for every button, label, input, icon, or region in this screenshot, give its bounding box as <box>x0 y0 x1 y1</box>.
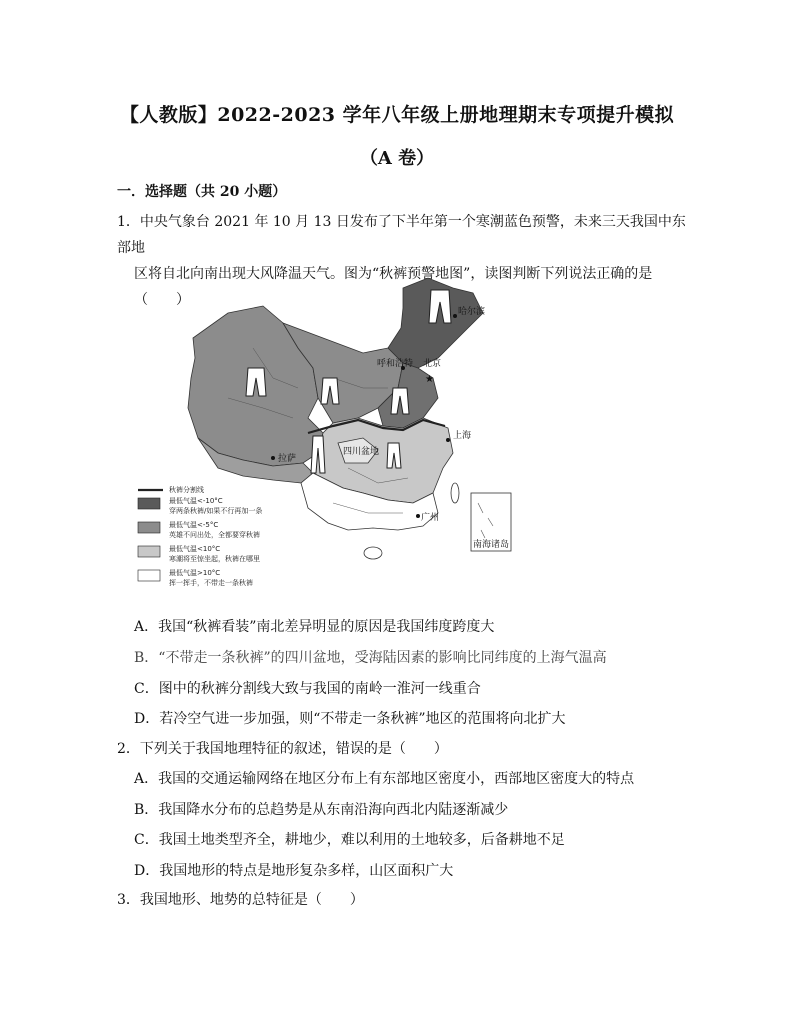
svg-text:穿两条秋裤/如果不行再加一条: 穿两条秋裤/如果不行再加一条 <box>169 507 263 515</box>
city-beijing: 北京 <box>423 359 442 369</box>
q1-option-c[interactable]: C．图中的秋裤分割线大致与我国的南岭一淮河一线重合 <box>134 681 481 697</box>
label-south-china-sea-islands: 南海诸岛 <box>473 540 510 550</box>
q2-option-d[interactable]: D．我国地形的特点是地形复杂多样，山区面积广大 <box>134 863 454 879</box>
china-pants-warning-map <box>133 268 528 600</box>
q2-option-b[interactable]: B．我国降水分布的总趋势是从东南沿海向西北内陆逐渐减少 <box>134 802 509 818</box>
page-subtitle: （A 卷） <box>359 148 435 169</box>
question-2: 2．下列关于我国地理特征的叙述，错误的是（ ） <box>117 741 448 757</box>
city-guangzhou: 广州 <box>421 513 440 523</box>
beijing-star-icon: ★ <box>425 374 434 385</box>
question-1-line-2: 区将自北向南出现大风降温天气。图为“秋裤预警地图”，读图判断下列说法正确的是（ ） <box>134 266 653 308</box>
svg-text:英雄不问出处，全都要穿秋裤: 英雄不问出处，全都要穿秋裤 <box>169 531 260 539</box>
svg-text:寒潮将至惊坐起，秋裤在哪里: 寒潮将至惊坐起，秋裤在哪里 <box>169 555 260 563</box>
svg-text:最低气温>10°C: 最低气温>10°C <box>169 569 221 577</box>
section-heading: 一．选择题（共 20 小题） <box>117 184 287 200</box>
svg-text:最低气温<10°C: 最低气温<10°C <box>169 545 221 553</box>
label-sichuan-basin: 四川盆地 <box>343 447 380 457</box>
city-lhasa: 拉萨 <box>278 454 297 464</box>
question-1-line-1: 1．中央气象台 2021 年 10 月 13 日发布了下半年第一个寒潮蓝色预警，未来三天我国中东部地 <box>117 214 686 256</box>
map-legend <box>138 485 262 588</box>
city-harbin: 哈尔滨 <box>458 307 486 317</box>
page-title: 【人教版】2022-2023 学年八年级上册地理期末专项提升模拟 <box>119 104 675 126</box>
taiwan-island <box>451 483 459 503</box>
q2-option-a[interactable]: A．我国的交通运输网络在地区分布上有东部地区密度小，西部地区密度大的特点 <box>134 771 635 787</box>
q2-option-c[interactable]: C．我国土地类型齐全，耕地少，难以利用的土地较多，后备耕地不足 <box>134 832 565 848</box>
svg-text:最低气温<-10°C: 最低气温<-10°C <box>169 497 223 505</box>
q1-option-d[interactable]: D．若冷空气进一步加强，则“不带走一条秋裤”地区的范围将向北扩大 <box>134 711 566 727</box>
city-shanghai: 上海 <box>453 431 472 441</box>
hainan-island <box>364 547 382 559</box>
q1-option-b[interactable]: B．“不带走一条秋裤”的四川盆地，受海陆因素的影响比同纬度的上海气温高 <box>134 650 607 666</box>
svg-text:秋裤分割线: 秋裤分割线 <box>169 486 204 494</box>
svg-text:最低气温<-5°C: 最低气温<-5°C <box>169 521 219 529</box>
q1-option-a[interactable]: A．我国“秋裤看装”南北差异明显的原因是我国纬度跨度大 <box>134 619 495 635</box>
question-3: 3．我国地形、地势的总特征是（ ） <box>117 892 364 908</box>
city-hohhot: 呼和浩特 <box>377 359 414 369</box>
svg-text:挥一挥手，不带走一条秋裤: 挥一挥手，不带走一条秋裤 <box>169 579 253 587</box>
